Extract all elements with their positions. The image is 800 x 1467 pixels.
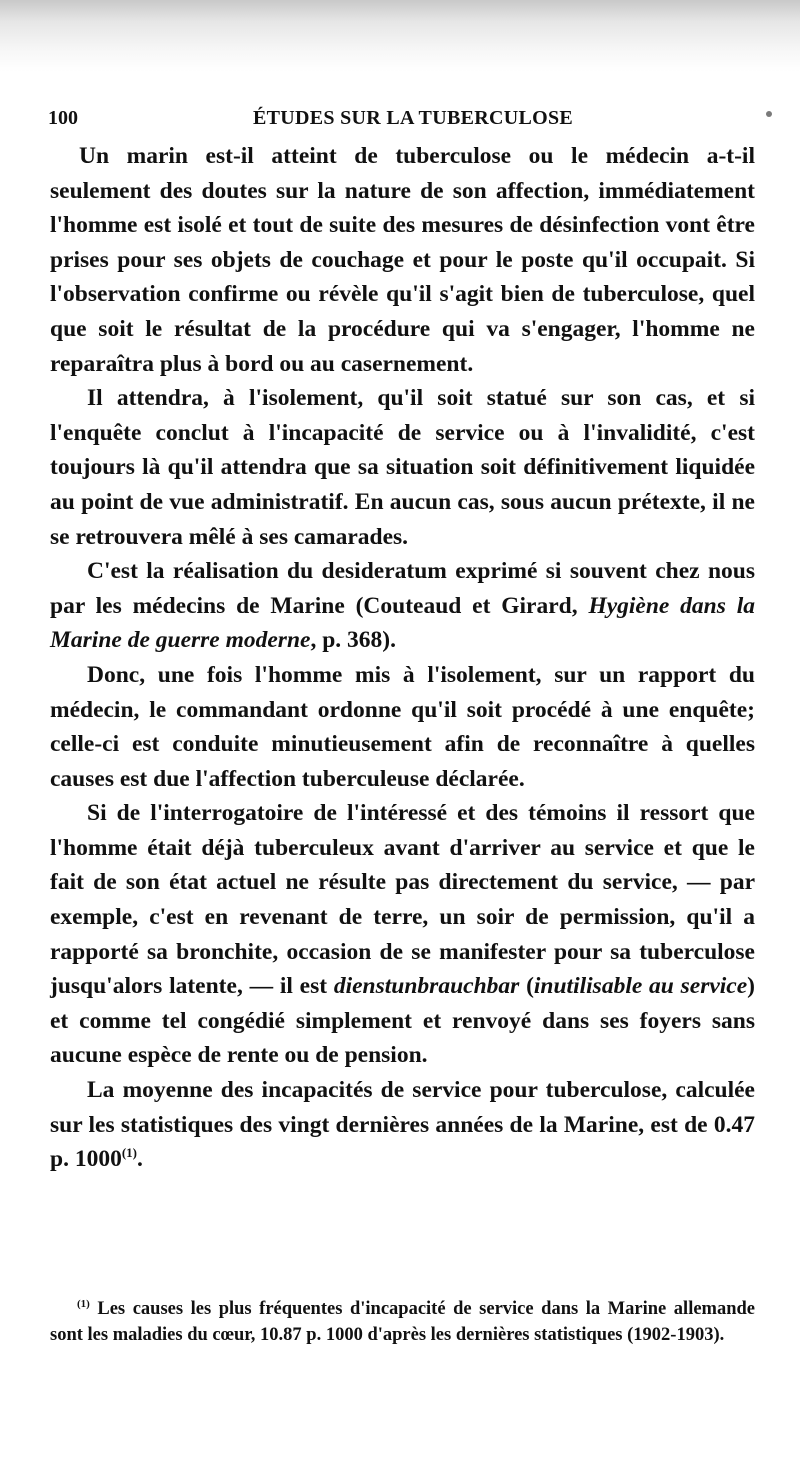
paragraph-3-text-after: , p. 368). [310, 627, 396, 654]
body-text [50, 139, 755, 1177]
footnote-reference: (1) [121, 1145, 137, 1161]
paragraph-1 [50, 139, 755, 381]
paragraph-5-text-before: Si de l'interrogatoire de l'intéressé et des témoins il ressort que l'homme était déjà tuberculeux avant d'arriver au service et que le fait de son état actuel ne résulte pas directement du service, — par exemple, c'est en revenant de terre, un soir de permission, qu'il a rapporté sa bronchite, occasion de se manifester pour sa tuberculose jusqu'alors latente, — il est [50, 800, 755, 1000]
footnote [50, 1296, 755, 1348]
footnote-text: Les causes les plus fréquentes d'incapacité de service dans la Marine allemande sont les maladies du cœur, 10.87 p. 1000 d'après les dernières statistiques (1902-1903). [50, 1299, 755, 1345]
footnote-paragraph [50, 1296, 755, 1348]
footnote-marker: (1) [77, 1297, 90, 1310]
paragraph-2-text: Il attendra, à l'isolement, qu'il soit statué sur son cas, et si l'enquête conclut à l'incapacité de service ou à l'invalidité, c'est toujours là qu'il attendra que sa situation soit définitivement liquidée au point de vue administratif. En aucun cas, sous aucun prétexte, il ne se retrouvera mêlé à ses camarades. [50, 385, 755, 550]
french-gloss: inutilisable au service [533, 973, 748, 1000]
page-number: 100 [48, 107, 78, 129]
paragraph-4-text: Donc, une fois l'homme mis à l'isolement, sur un rapport du médecin, le commandant ordonne qu'il soit procédé à une enquête; celle-ci est conduite minutieusement afin de reconnaître à quelles causes est due l'affection tuberculeuse déclarée. [50, 661, 755, 792]
paragraph-6-text-after: . [137, 1146, 143, 1173]
paragraph-3 [50, 554, 755, 658]
paragraph-5 [50, 796, 755, 1073]
paragraph-6-text: La moyenne des incapacités de service pour tuberculose, calculée sur les statistiques des vingt dernières années de la Marine, est de 0.47 p. 1000 [50, 1077, 755, 1173]
paragraph-2 [50, 381, 755, 554]
paragraph-1-text: Un marin est-il atteint de tuberculose ou le médecin a-t-il seulement des doutes sur la nature de son affection, immédiatement l'homme est isolé et tout de suite des mesures de désinfection vont être prises pour ses objets de couchage et pour le poste qu'il occupait. Si l'observation confirme ou révèle qu'il s'agit bien de tuberculose, quel que soit le résultat de la procédure qui va s'engager, l'homme ne reparaîtra plus à bord ou au casernement. [50, 143, 755, 377]
paragraph-4 [50, 658, 755, 796]
running-head: ÉTUDES SUR LA TUBERCULOSE [253, 107, 574, 129]
page-header [48, 103, 758, 133]
paragraph-5-text-after: ) et comme tel congédié simplement et renvoyé dans ses foyers sans aucune espèce de rente ou de pension. [50, 973, 755, 1069]
scan-edge-shadow [0, 0, 800, 72]
paragraph-5-text-middle: ( [519, 973, 534, 1000]
citation-title: Hygiène dans la Marine de guerre moderne [50, 592, 755, 654]
paragraph-6 [50, 1073, 755, 1177]
paragraph-3-text-before: C'est la réalisation du desideratum exprimé si souvent chez nous par les médecins de Marine (Couteaud et Girard, [50, 558, 755, 619]
german-term: dienstunbrauchbar [333, 973, 520, 1000]
ink-speck [766, 111, 772, 117]
